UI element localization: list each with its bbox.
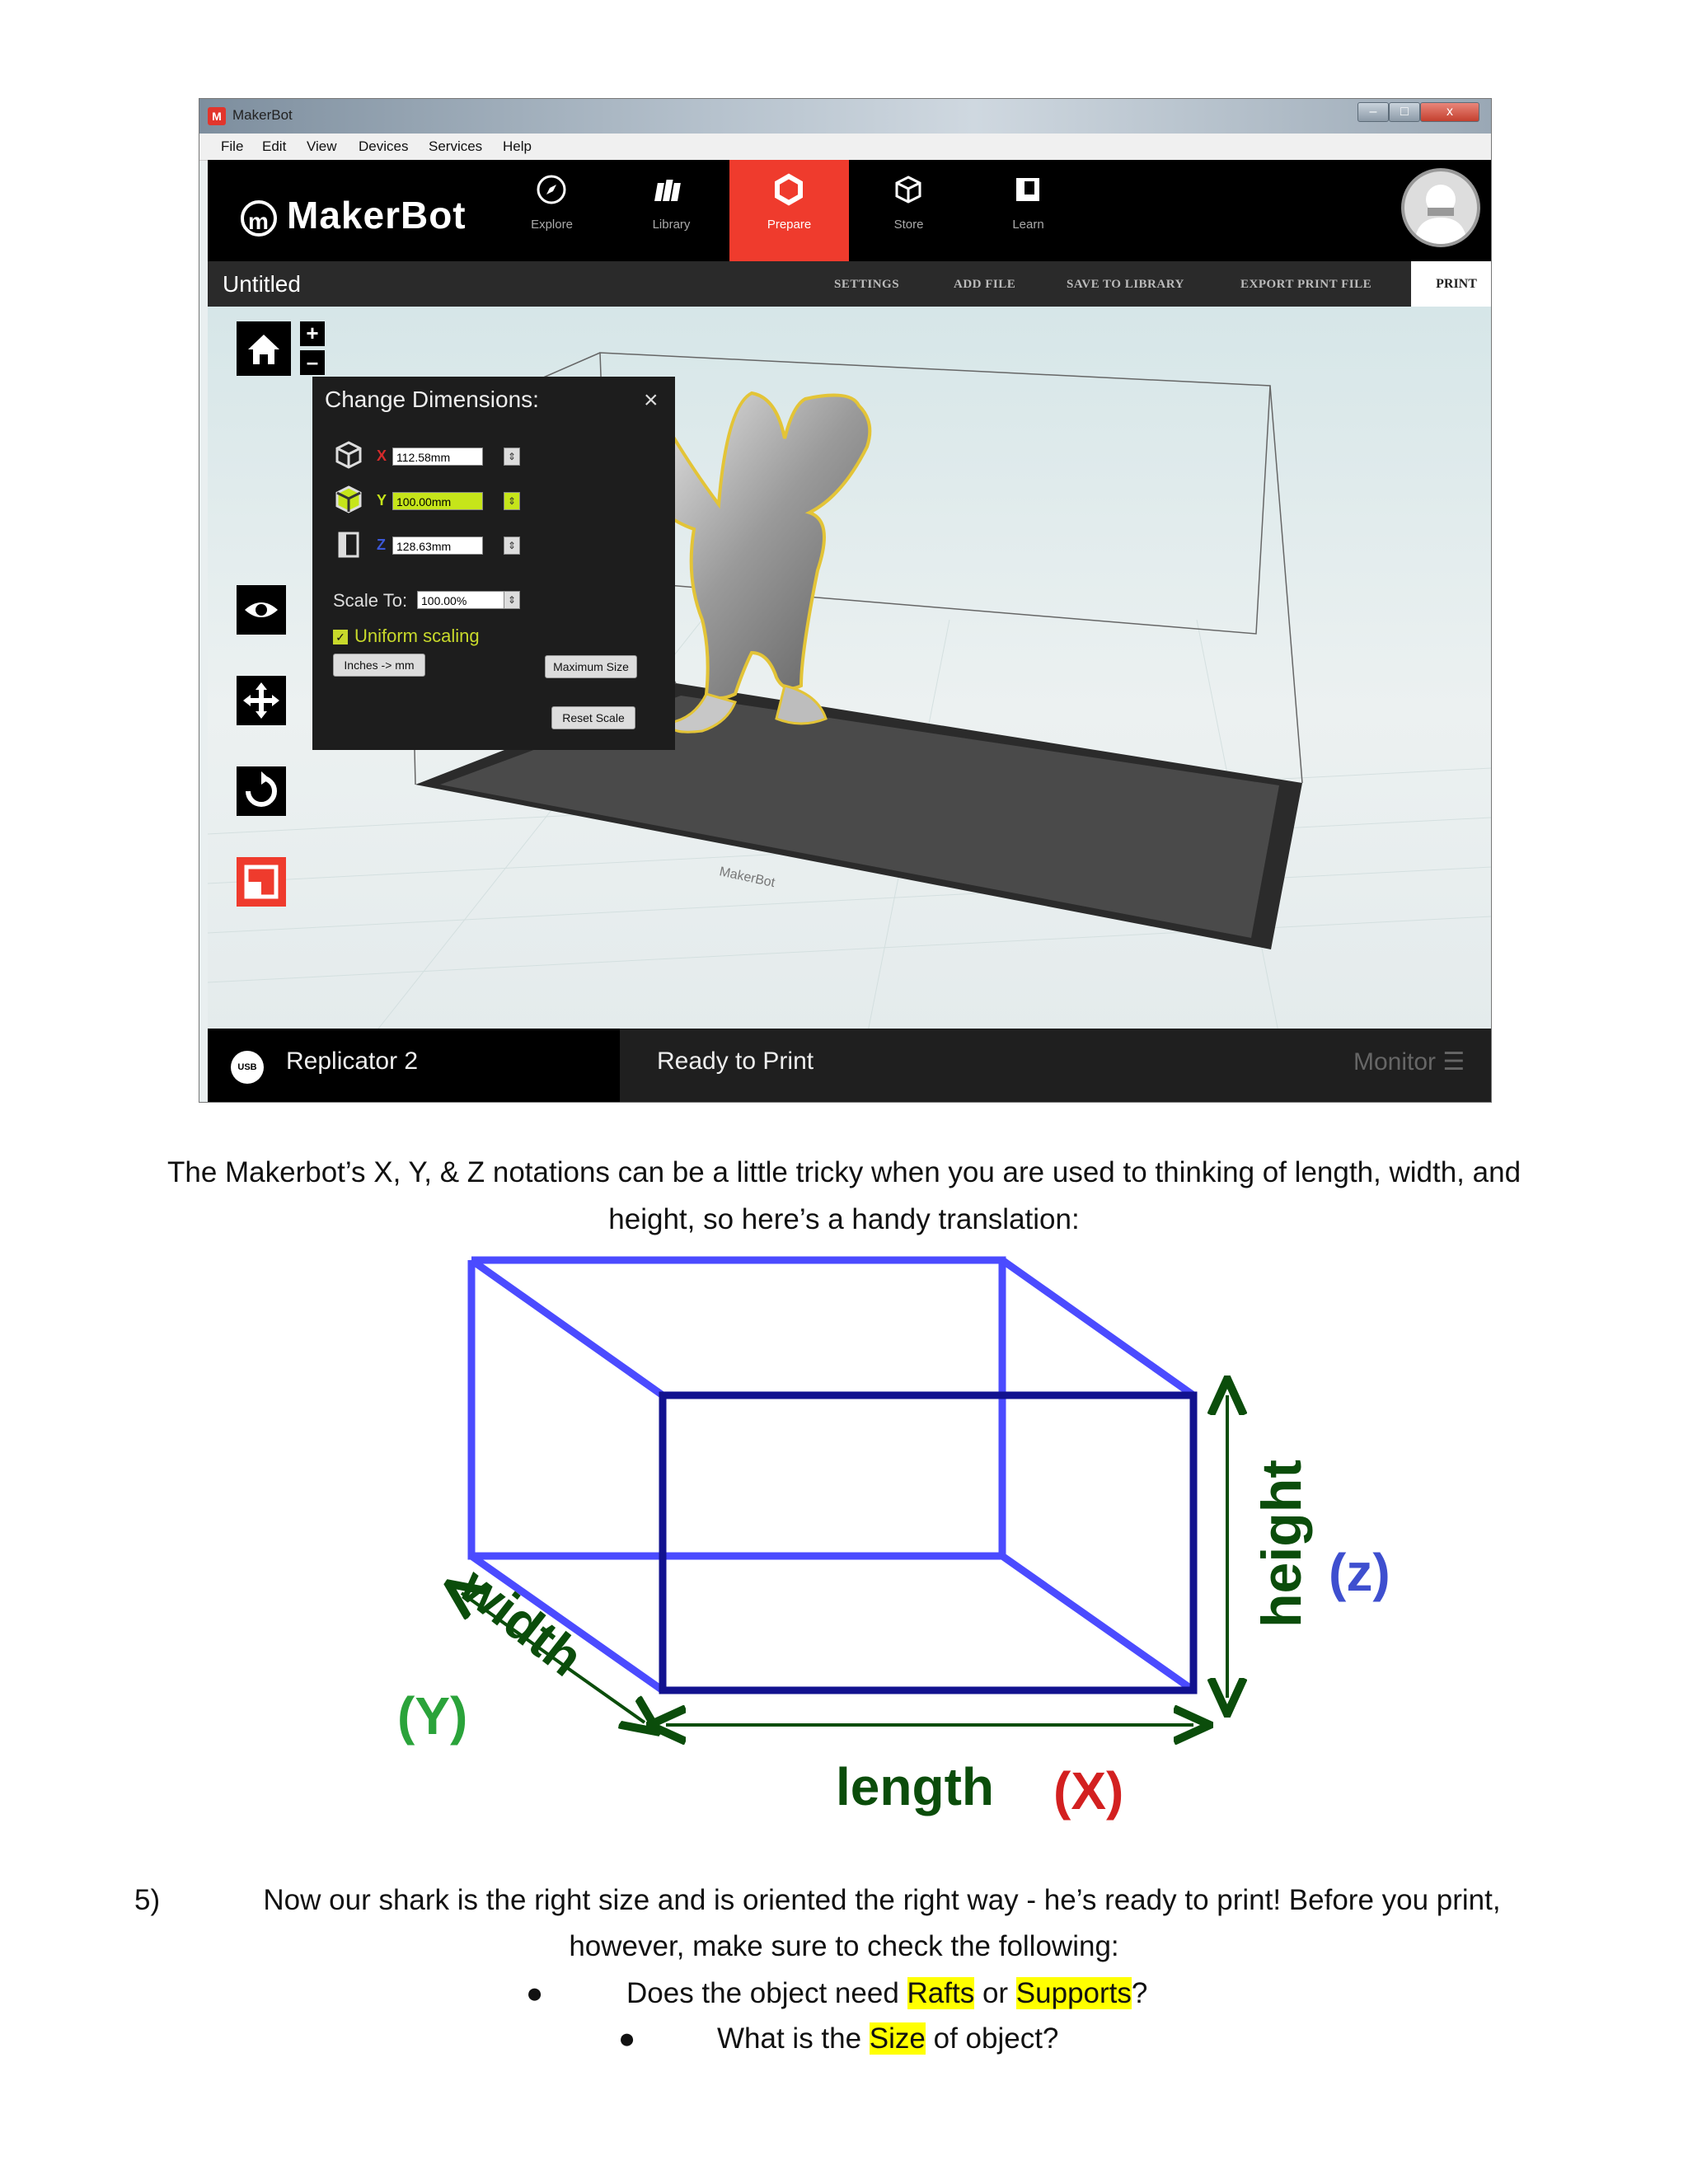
menu-services[interactable]: Services (429, 138, 483, 154)
uniform-scaling-checkbox[interactable] (333, 626, 480, 647)
add-file-button[interactable]: ADD FILE (954, 278, 1016, 291)
library-icon (654, 173, 687, 206)
reset-scale-button[interactable]: Reset Scale (551, 706, 635, 729)
x-dimension-stepper[interactable]: ⇕ (504, 448, 520, 466)
bullet-text: of object? (925, 2022, 1059, 2055)
menu-file[interactable]: File (221, 138, 244, 154)
top-navigation (208, 160, 1491, 261)
y-axis-label: Y (377, 492, 387, 509)
panel-title: Change Dimensions: (325, 387, 539, 412)
home-icon (237, 321, 291, 376)
tab-store[interactable] (849, 160, 968, 261)
print-button[interactable]: PRINT (1411, 261, 1492, 307)
y-dimension-cube-icon (333, 484, 364, 515)
width-label: width (448, 1555, 594, 1688)
uniform-scaling-label: Uniform scaling (354, 626, 480, 646)
bullet-size (717, 2016, 1058, 2062)
size-highlight: Size (869, 2022, 926, 2055)
plate-logo-text: MakerBot (718, 865, 776, 891)
bullet-text: or (974, 1977, 1016, 2009)
minimize-button[interactable]: – (1357, 102, 1389, 122)
intro-line-1: The Makerbot’s X, Y, & Z notations can be a little tricky when you are used to thinking of length, width, and (166, 1156, 1522, 1188)
menu-bar (199, 134, 1491, 161)
rotate-icon (237, 766, 286, 816)
user-icon (1404, 171, 1477, 244)
scale-icon (237, 857, 286, 907)
bullet-text: ? (1131, 1977, 1148, 2009)
scale-button[interactable] (237, 857, 286, 907)
usb-icon: USB (231, 1051, 264, 1084)
z-dimension-stepper[interactable]: ⇕ (504, 537, 520, 555)
inches-to-mm-button[interactable]: Inches -> mm (333, 654, 425, 677)
menu-devices[interactable]: Devices (359, 138, 409, 154)
rafts-highlight: Rafts (907, 1977, 975, 2009)
tab-prepare[interactable] (729, 160, 849, 261)
printer-name[interactable]: Replicator 2 (286, 1047, 419, 1075)
dimension-diagram (313, 1244, 1434, 1838)
checkmark-icon: ✓ (333, 630, 348, 644)
status-panel (620, 1029, 1491, 1102)
rotate-button[interactable] (237, 766, 286, 816)
user-avatar[interactable] (1401, 168, 1480, 247)
tab-store-label: Store (893, 218, 924, 232)
tab-explore-label: Explore (531, 218, 573, 232)
makerbot-window (199, 98, 1492, 1103)
settings-button[interactable]: SETTINGS (834, 278, 900, 291)
tab-library[interactable] (612, 160, 731, 261)
monitor-button[interactable]: Monitor ☰ (1353, 1048, 1465, 1076)
length-label: length (836, 1757, 994, 1816)
makerbot-logo[interactable] (241, 193, 467, 237)
eye-icon (237, 585, 286, 635)
window-title: MakerBot (232, 107, 293, 123)
maximum-size-button[interactable]: Maximum Size (545, 655, 637, 678)
move-button[interactable] (237, 676, 286, 725)
z-dimension-cube-icon (333, 528, 364, 560)
menu-edit[interactable]: Edit (262, 138, 287, 154)
x-axis-label: X (377, 448, 387, 464)
store-icon (892, 173, 925, 206)
bullet-text: What is the (717, 2022, 870, 2055)
y-dimension-stepper[interactable]: ⇕ (504, 492, 520, 510)
step-line-1: Now our shark is the right size and is oriented the right way - he’s ready to print! Before you print, (263, 1884, 1501, 1916)
export-print-file-button[interactable]: EXPORT PRINT FILE (1240, 278, 1372, 291)
intro-line-2: height, so here’s a handy translation: (608, 1203, 1080, 1235)
close-button[interactable]: x (1420, 102, 1479, 122)
tab-explore[interactable] (492, 160, 612, 261)
tab-learn-label: Learn (1012, 218, 1044, 232)
tab-learn[interactable] (968, 160, 1088, 261)
status-bar (208, 1029, 1491, 1102)
bullet-text: Does the object need (626, 1977, 907, 2009)
tab-library-label: Library (652, 218, 691, 232)
change-dimensions-panel (312, 377, 675, 750)
prepare-icon (772, 173, 805, 206)
makerbot-logo-mark: m (241, 200, 277, 237)
compass-icon (535, 173, 568, 206)
x-label: (X) (1053, 1761, 1124, 1821)
menu-help[interactable]: Help (503, 138, 532, 154)
step-number: 5) (134, 1884, 161, 1916)
scale-to-label: Scale To: (333, 590, 408, 611)
height-label: height (1250, 1460, 1313, 1628)
box-front-face (663, 1395, 1193, 1690)
z-dimension-input[interactable]: 128.63mm (392, 537, 483, 555)
scale-stepper[interactable]: ⇕ (504, 591, 520, 609)
bullet-marker: ● (618, 2022, 636, 2055)
tab-prepare-label: Prepare (767, 218, 812, 232)
supports-highlight: Supports (1015, 1977, 1132, 2009)
panel-close-button[interactable]: × (644, 387, 659, 414)
x-dimension-cube-icon (333, 439, 364, 471)
makerbot-app-icon: M (208, 107, 226, 125)
title-bar (199, 99, 1491, 134)
x-dimension-input[interactable]: 112.58mm (392, 448, 483, 466)
bullet-rafts-supports (626, 1971, 1147, 2017)
move-arrows-icon (237, 676, 286, 725)
zoom-out-button[interactable]: – (300, 350, 325, 375)
file-name: Untitled (223, 271, 301, 297)
z-label: (z) (1329, 1543, 1390, 1602)
menu-view[interactable]: View (307, 138, 337, 154)
zoom-in-button[interactable]: + (300, 321, 325, 346)
print-status: Ready to Print (657, 1047, 814, 1075)
box-back-edges (471, 1260, 1193, 1690)
step-line-2: however, make sure to check the following: (569, 1930, 1119, 1962)
save-to-library-button[interactable]: SAVE TO LIBRARY (1067, 278, 1184, 291)
learn-icon (1011, 173, 1044, 206)
maximize-button[interactable]: □ (1389, 102, 1420, 122)
action-bar (208, 261, 1491, 307)
home-view-button[interactable] (237, 321, 291, 376)
makerbot-logo-text: MakerBot (287, 194, 467, 237)
y-dimension-input[interactable]: 100.00mm (392, 492, 483, 510)
z-axis-label: Z (377, 537, 386, 553)
scale-input[interactable]: 100.00% (417, 591, 508, 609)
view-button[interactable] (237, 585, 286, 635)
y-label: (Y) (397, 1686, 468, 1746)
bullet-marker: ● (526, 1977, 544, 2009)
